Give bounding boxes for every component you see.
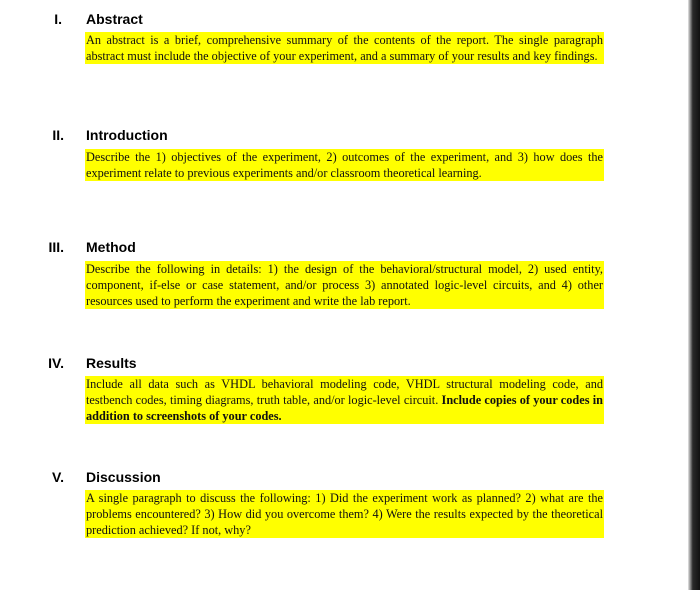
section-numeral: III. <box>48 239 64 255</box>
section-title-discussion: Discussion <box>86 469 161 485</box>
section-body-method: Describe the following in details: 1) the design of the behavioral/structural model, 2) used entity, component, if-else or case statement, and/or process 3) annotated logic-level circuits, and 4) other resources used to perform the experiment and write the lab report. <box>86 262 603 308</box>
section-body-results <box>85 376 604 424</box>
section-body-abstract: An abstract is a brief, comprehensive summary of the contents of the report. The single paragraph abstract must include the objective of your experiment, and a summary of your results and key findings. <box>86 33 603 63</box>
section-title-method: Method <box>86 239 136 255</box>
section-numeral: IV. <box>48 355 64 371</box>
section-title-introduction: Introduction <box>86 127 168 143</box>
section-numeral: V. <box>52 469 64 485</box>
section-body-introduction: Describe the 1) objectives of the experiment, 2) outcomes of the experiment, and 3) how does the experiment relate to previous experiments and/or classroom theoretical learning. <box>86 150 603 180</box>
section-title-results: Results <box>86 355 137 371</box>
section-title-abstract: Abstract <box>86 11 143 27</box>
section-numeral: I. <box>54 11 62 27</box>
page-edge-shadow <box>688 0 700 590</box>
results-body-emphasis: Include copies of your codes in addition to screenshots of your codes. <box>86 393 603 423</box>
section-body-discussion: A single paragraph to discuss the following: 1) Did the experiment work as planned? 2) what are the problems encountered? 3) How did you overcome them? 4) Were the results expected by the theoretical prediction achieved? If not, why? <box>86 491 603 537</box>
results-body-text: Include all data such as VHDL behavioral modeling code, VHDL structural modeling code, and testbench codes, timing diagrams, truth table, and/or logic-level circuit. <box>86 377 603 407</box>
section-numeral: II. <box>52 127 64 143</box>
